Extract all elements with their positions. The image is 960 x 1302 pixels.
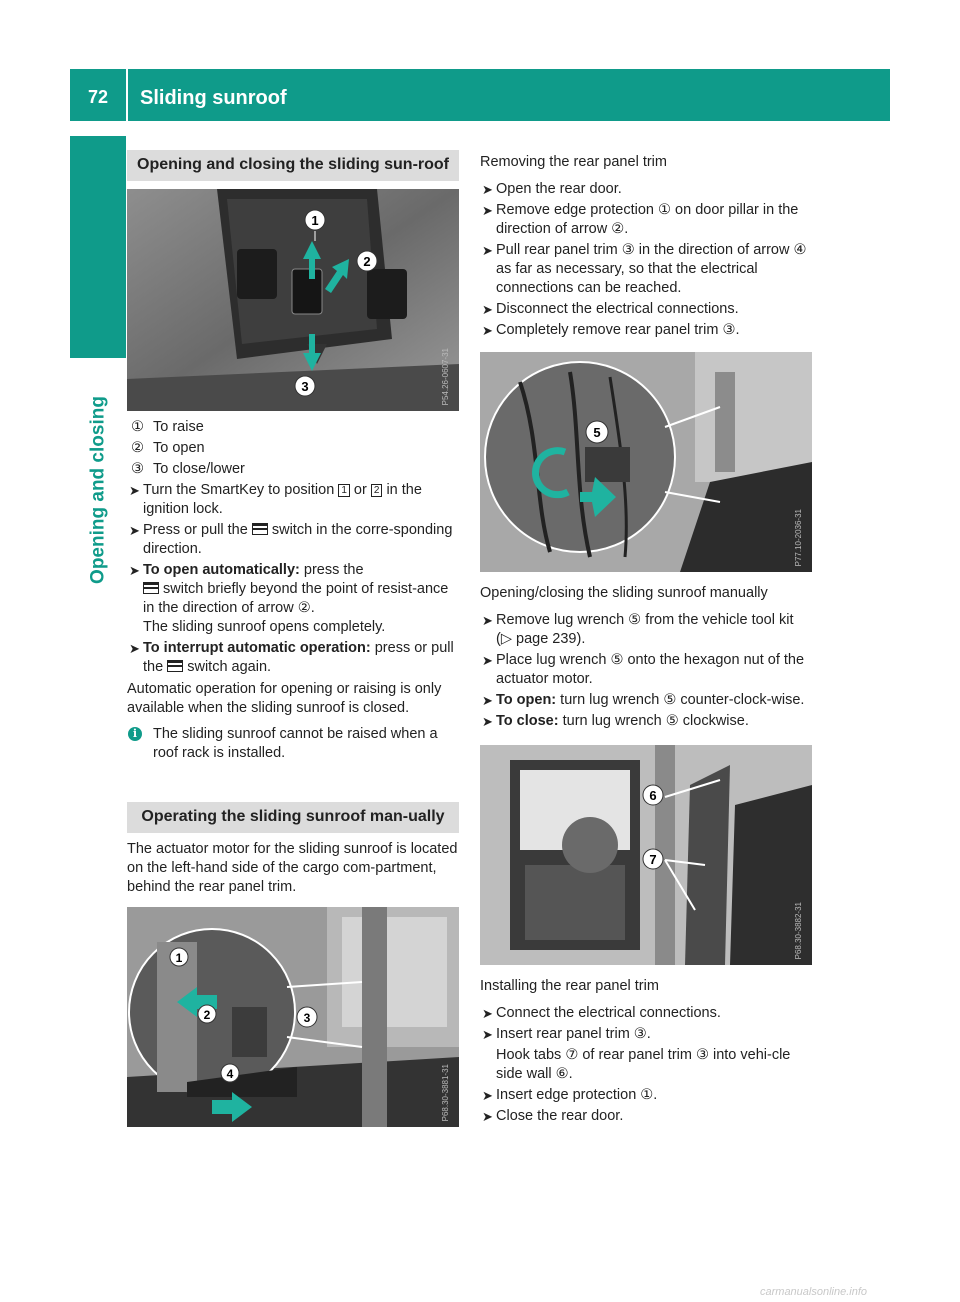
- step-arrow-icon: ➤: [129, 483, 140, 498]
- step-arrow-icon: ➤: [482, 714, 493, 729]
- step-press-switch: ➤ Press or pull the switch in the corre-sponding direction.: [129, 522, 453, 557]
- figure-side-wall: [480, 745, 812, 965]
- callout-5: 5: [593, 425, 601, 440]
- manual-step: ➤ Place lug wrench ⑤ onto the hexagon nut of the actuator motor.: [482, 652, 805, 687]
- right-column: [480, 153, 812, 1126]
- installing-steps: [480, 1004, 812, 1126]
- figure-id: P77.10-2036-31: [794, 508, 803, 566]
- removing-step: ➤ Completely remove rear panel trim ③.: [482, 322, 740, 338]
- rear-panel-trim-illustration: [127, 907, 459, 1127]
- manual-step-close: ➤ To close: turn lug wrench ⑤ clockwise.: [482, 713, 749, 729]
- figure-rear-panel-trim: [127, 907, 459, 1127]
- info-note: i The sliding sunroof cannot be raised when a roof rack is installed.: [127, 725, 459, 763]
- sunroof-switch-icon: [167, 660, 183, 672]
- step-turn-key: ➤ Turn the SmartKey to position 1 or 2 in the ignition lock.: [129, 482, 422, 517]
- callout-1: 1: [311, 213, 319, 228]
- callout-3: 3: [303, 1011, 311, 1025]
- footer-watermark: carmanualsonline.info: [760, 1286, 868, 1298]
- figure-id: P54.26-0607-31: [441, 347, 450, 405]
- callout-1: 1: [175, 951, 183, 965]
- installing-step: ➤ Connect the electrical connections.: [482, 1005, 721, 1021]
- installing-step: ➤ Insert rear panel trim ③.: [482, 1026, 651, 1042]
- callout-7: 7: [649, 852, 657, 867]
- step-arrow-icon: ➤: [482, 1006, 493, 1021]
- callout-2: 2: [363, 254, 371, 269]
- figure-sunroof-switch: [127, 189, 459, 411]
- step-arrow-icon: ➤: [482, 243, 493, 258]
- side-tab-label: Opening and closing: [87, 396, 109, 584]
- manual-step: ➤ Remove lug wrench ⑤ from the vehicle tool kit (▷ page 239).: [482, 612, 794, 647]
- side-color-block: [70, 136, 126, 358]
- legend-number: ②: [131, 440, 144, 456]
- step-arrow-icon: ➤: [482, 1088, 493, 1103]
- installing-heading: Installing the rear panel trim: [480, 978, 659, 994]
- installing-step: ➤ Close the rear door.: [482, 1108, 624, 1124]
- removing-step: ➤ Pull rear panel trim ③ in the direction of arrow ④ as far as necessary, so that the electrical connections can be reached.: [482, 242, 807, 296]
- step-arrow-icon: ➤: [482, 693, 493, 708]
- figure-actuator-motor: [480, 352, 812, 572]
- section-heading-manual: Operating the sliding sunroof man-ually: [127, 802, 459, 833]
- step-arrow-icon: ➤: [129, 641, 140, 656]
- key-position-1: 1: [338, 484, 350, 497]
- manual-steps: [480, 611, 812, 731]
- step-arrow-icon: ➤: [482, 302, 493, 317]
- chapter-title: Sliding sunroof: [140, 87, 287, 109]
- figure-id: P68.30-3881-31: [441, 1063, 450, 1121]
- section-heading-opening: Opening and closing the sliding sun-roof: [127, 150, 459, 181]
- step-arrow-icon: ➤: [482, 182, 493, 197]
- side-wall-illustration: [480, 745, 812, 965]
- hook-tabs-text: Hook tabs ⑦ of rear panel trim ③ into vehi-cle side wall ⑥.: [496, 1047, 791, 1082]
- step-arrow-icon: ➤: [482, 203, 493, 218]
- step-open-automatically: ➤ To open automatically: press the switch briefly beyond the point of resist-ance in the direction of arrow ②. The sliding sunroof opens completely.: [129, 562, 449, 635]
- manual-step-open: ➤ To open: turn lug wrench ⑤ counter-clock-wise.: [482, 692, 805, 708]
- step-arrow-icon: ➤: [482, 613, 493, 628]
- callout-6: 6: [649, 788, 657, 803]
- left-column: [127, 150, 459, 1127]
- step-arrow-icon: ➤: [482, 653, 493, 668]
- page-header: [70, 69, 890, 121]
- callout-3: 3: [301, 379, 309, 394]
- sunroof-switch-icon: [252, 523, 268, 535]
- callout-2: 2: [203, 1008, 211, 1022]
- actuator-motor-illustration: [480, 352, 812, 572]
- info-icon: i: [128, 727, 142, 741]
- callout-4: 4: [226, 1067, 234, 1081]
- page-number: 72: [87, 87, 109, 107]
- sunroof-switch-illustration: [127, 189, 459, 411]
- step-arrow-icon: ➤: [482, 1109, 493, 1124]
- removing-steps: [480, 180, 812, 340]
- header-divider: [126, 69, 128, 121]
- side-tab: [70, 370, 126, 610]
- installing-step: ➤ Insert edge protection ①.: [482, 1087, 658, 1103]
- legend-item: ① To raise: [131, 419, 204, 435]
- legend-number: ①: [131, 419, 144, 435]
- step-arrow-icon: ➤: [482, 1027, 493, 1042]
- legend-item: ② To open: [131, 440, 205, 456]
- legend-item: ③ To close/lower: [131, 461, 245, 477]
- automatic-operation-note: Automatic operation for opening or raising is only available when the sliding sunroof is closed.: [127, 681, 442, 716]
- step-arrow-icon: ➤: [129, 563, 140, 578]
- removing-step: ➤ Remove edge protection ① on door pillar in the direction of arrow ②.: [482, 202, 799, 237]
- manual-heading: Opening/closing the sliding sunroof manually: [480, 585, 768, 601]
- legend-list: [127, 418, 459, 479]
- step-arrow-icon: ➤: [482, 323, 493, 338]
- key-position-2: 2: [371, 484, 383, 497]
- step-arrow-icon: ➤: [129, 523, 140, 538]
- removing-heading: Removing the rear panel trim: [480, 154, 667, 170]
- sunroof-switch-icon: [143, 582, 159, 594]
- figure-id: P68.30-3882-31: [794, 901, 803, 959]
- actuator-location-text: The actuator motor for the sliding sunroof is located on the left-hand side of the cargo com-partment, behind the rear panel trim.: [127, 841, 458, 895]
- removing-step: ➤ Open the rear door.: [482, 181, 622, 197]
- step-interrupt-automatic: ➤ To interrupt automatic operation: press or pull the switch again.: [129, 640, 454, 675]
- legend-number: ③: [131, 461, 144, 477]
- removing-step: ➤ Disconnect the electrical connections.: [482, 301, 739, 317]
